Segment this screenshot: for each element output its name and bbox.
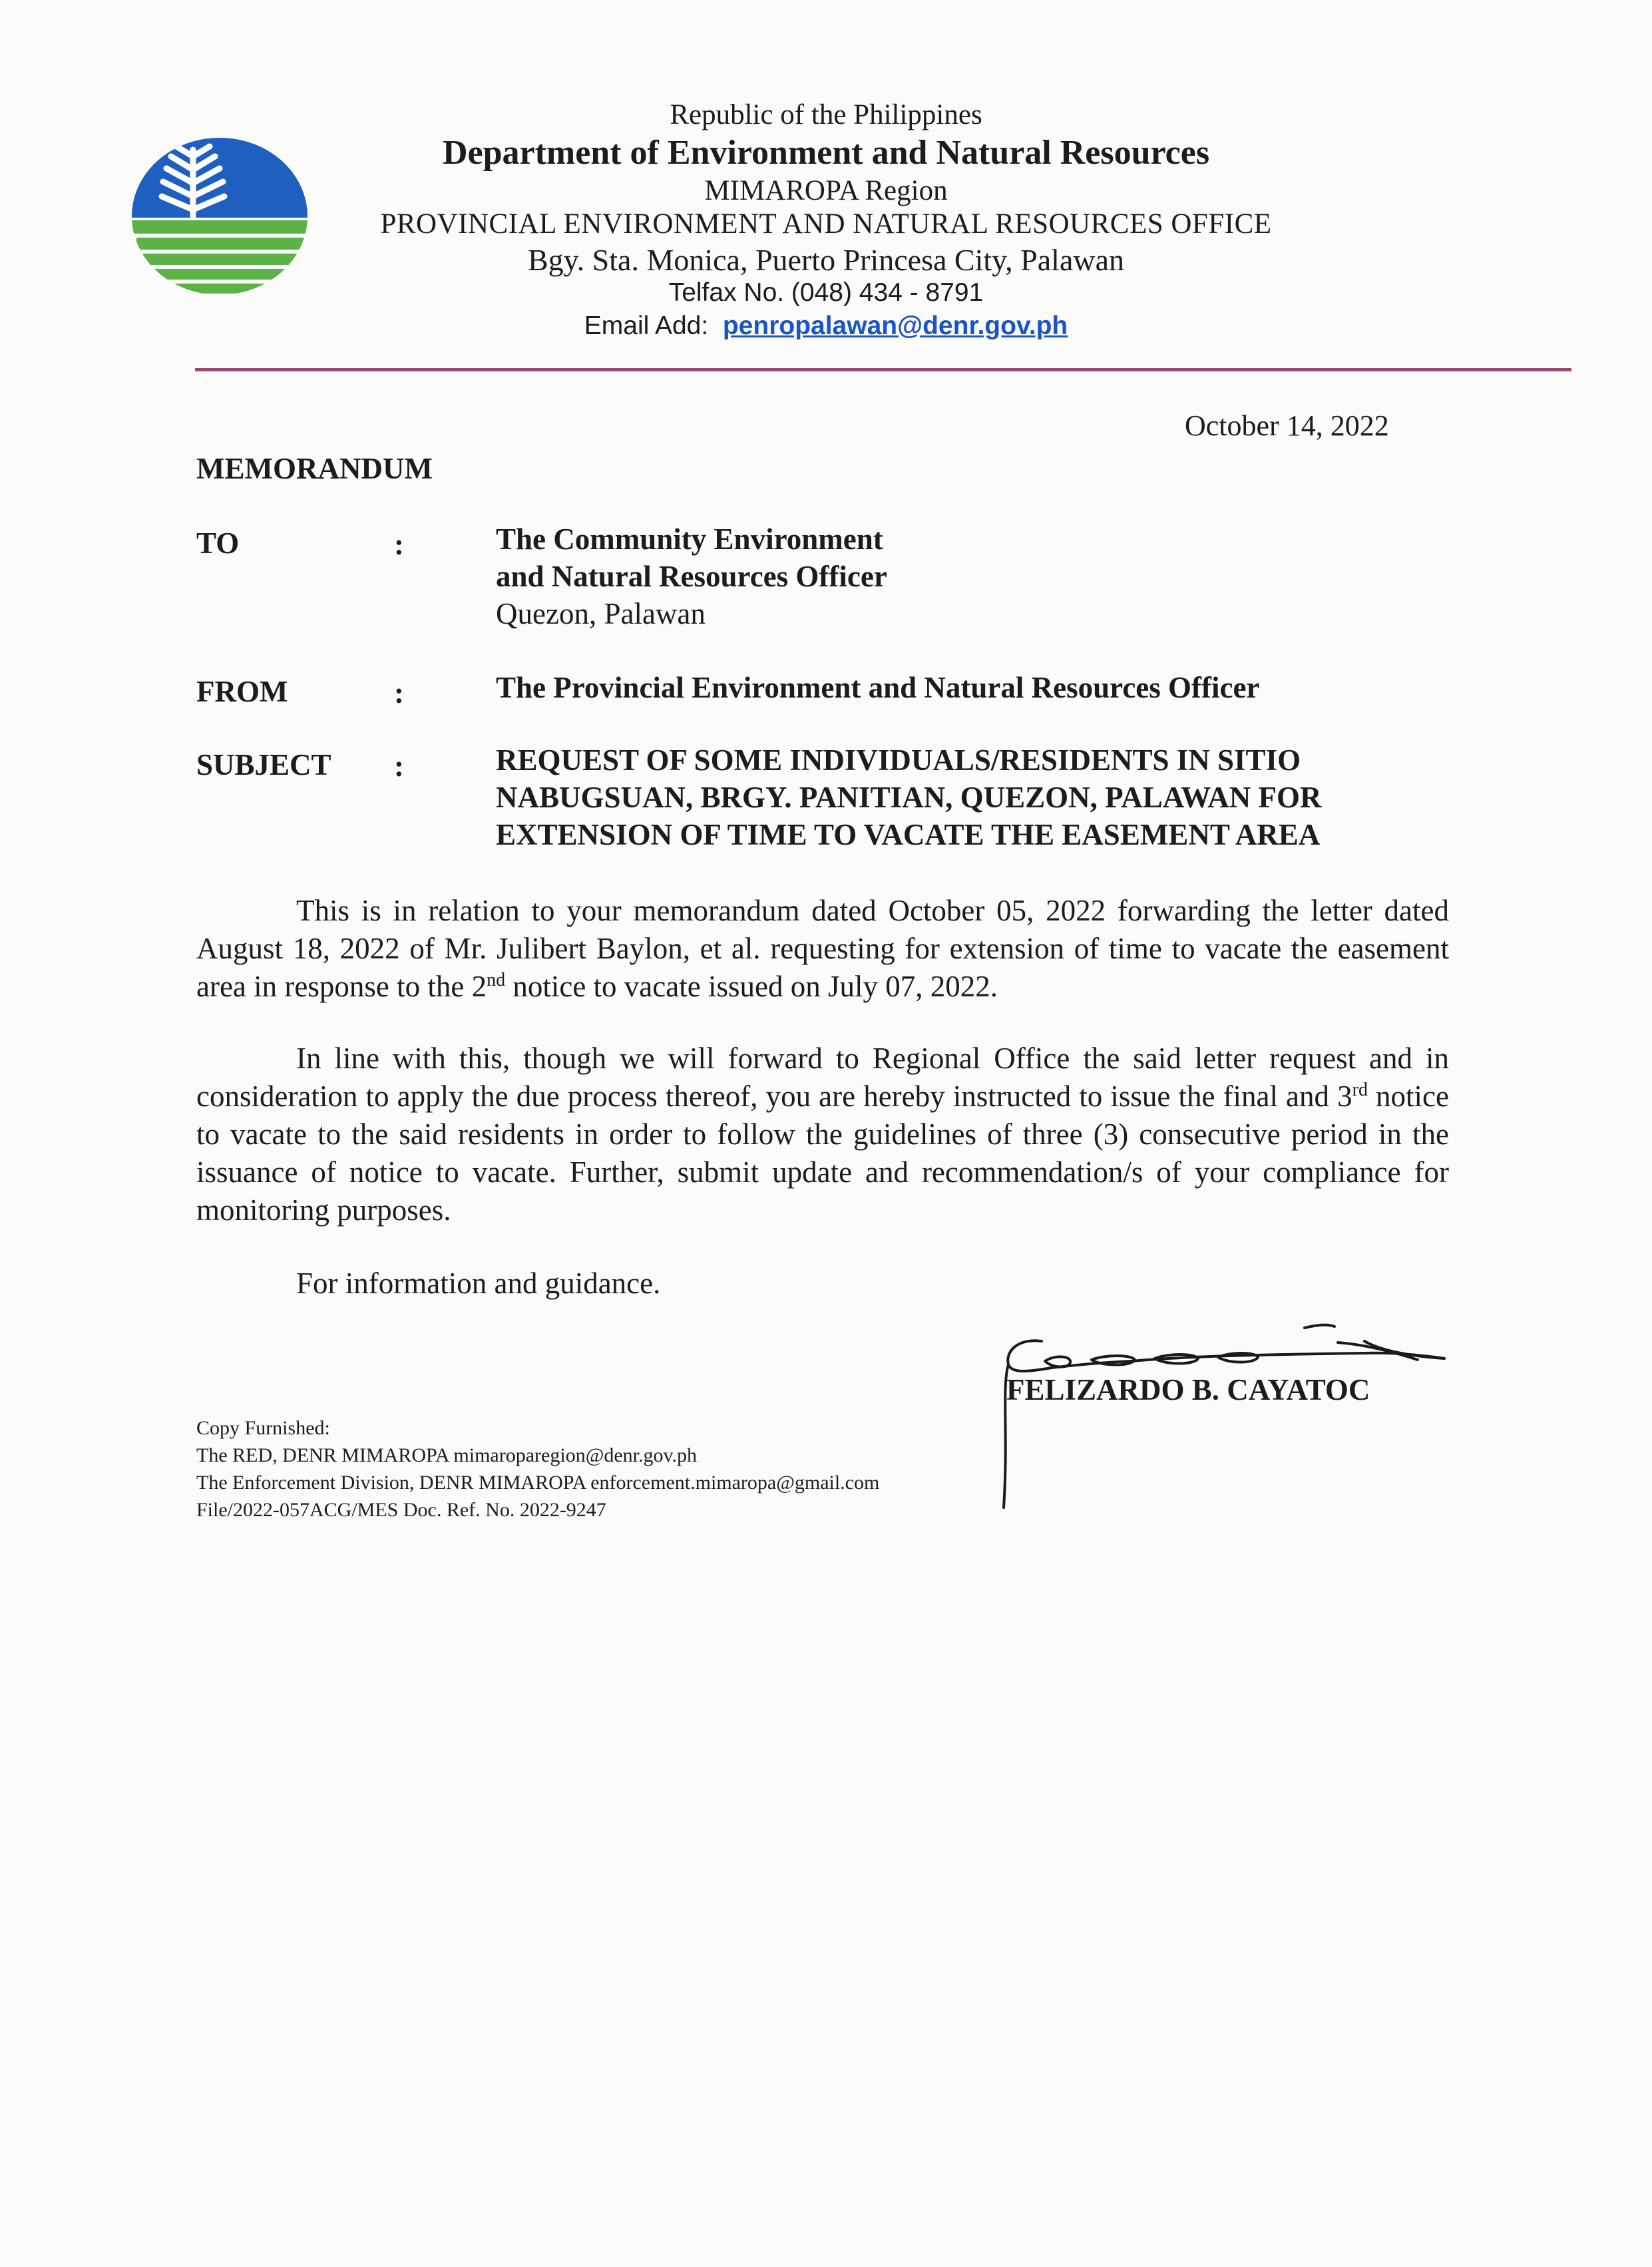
subject-line1: REQUEST OF SOME INDIVIDUALS/RESIDENTS IN SITIO: [496, 743, 1301, 777]
from-label: FROM: [196, 675, 288, 708]
subject-value: [496, 741, 1322, 853]
memo-date: October 14, 2022: [1185, 409, 1389, 442]
p2-text-b: notice to vacate to the said residents in order to follow the guidelines of three (3) consecutive period in the issuance of notice to vacate. Further, submit update and recommendation/s of your compliance for monitoring purposes.: [196, 1080, 1449, 1227]
copy-furnished: [196, 1414, 879, 1524]
memo-title: MEMORANDUM: [196, 452, 433, 485]
to-label: TO: [196, 526, 240, 560]
p2-text-a: In line with this, though we will forward to Regional Office the said letter request and in consideration to apply the due process thereof, you are hereby instructed to issue the final and 3: [196, 1042, 1449, 1113]
cf-label: Copy Furnished:: [196, 1417, 330, 1439]
header-telfax: Telfax No. (048) 434 - 8791: [668, 278, 984, 307]
to-line2: and Natural Resources Officer: [496, 560, 887, 593]
subject-line2: NABUGSUAN, BRGY. PANITIAN, QUEZON, PALAWAN FOR: [496, 781, 1322, 814]
to-colon: :: [394, 528, 404, 561]
from-colon: :: [394, 676, 404, 710]
p1-text-b: notice to vacate issued on July 07, 2022.: [505, 970, 998, 1003]
p1-sup: nd: [487, 970, 506, 990]
cf-line3: File/2022-057ACG/MES Doc. Ref. No. 2022-9247: [196, 1499, 606, 1521]
subject-label: SUBJECT: [196, 748, 331, 781]
cf-line2: The Enforcement Division, DENR MIMAROPA enforcement.mimaropa@gmail.com: [196, 1472, 880, 1494]
header-address: Bgy. Sta. Monica, Puerto Princesa City, Palawan: [527, 243, 1124, 277]
signatory-name: FELIZARDO B. CAYATOC: [1006, 1373, 1370, 1406]
body-paragraph-3: For information and guidance.: [296, 1267, 661, 1300]
email-label: Email Add:: [584, 311, 709, 340]
handwritten-signature: [992, 1315, 1458, 1514]
header-divider: [195, 368, 1571, 371]
header-region: MIMAROPA Region: [704, 175, 948, 206]
header-email-line: [0, 311, 1652, 341]
subject-colon: :: [394, 749, 404, 783]
body-paragraph-2: [196, 1040, 1449, 1229]
p2-sup: rd: [1352, 1080, 1368, 1100]
p1-text-a: This is in relation to your memorandum dated October 05, 2022 forwarding the letter dated August 18, 2022 of Mr. Julibert Baylon, et al. requesting for extension of time to vacate the easement area in response to the 2: [196, 894, 1449, 1003]
from-value: [496, 669, 1259, 706]
to-line3: Quezon, Palawan: [496, 597, 706, 630]
email-link[interactable]: penropalawan@denr.gov.ph: [722, 311, 1068, 340]
header-department: Department of Environment and Natural Resources: [442, 134, 1210, 172]
from-text: The Provincial Environment and Natural Resources Officer: [496, 671, 1260, 704]
to-line1: The Community Environment: [496, 522, 883, 556]
to-value: [496, 520, 887, 632]
subject-line3: EXTENSION OF TIME TO VACATE THE EASEMENT AREA: [496, 818, 1321, 851]
header-office: PROVINCIAL ENVIRONMENT AND NATURAL RESOURCES OFFICE: [380, 208, 1272, 240]
cf-line1: The RED, DENR MIMAROPA mimaroparegion@denr.gov.ph: [196, 1444, 698, 1466]
header-republic: Republic of the Philippines: [670, 99, 982, 130]
body-paragraph-1: [196, 892, 1449, 1006]
